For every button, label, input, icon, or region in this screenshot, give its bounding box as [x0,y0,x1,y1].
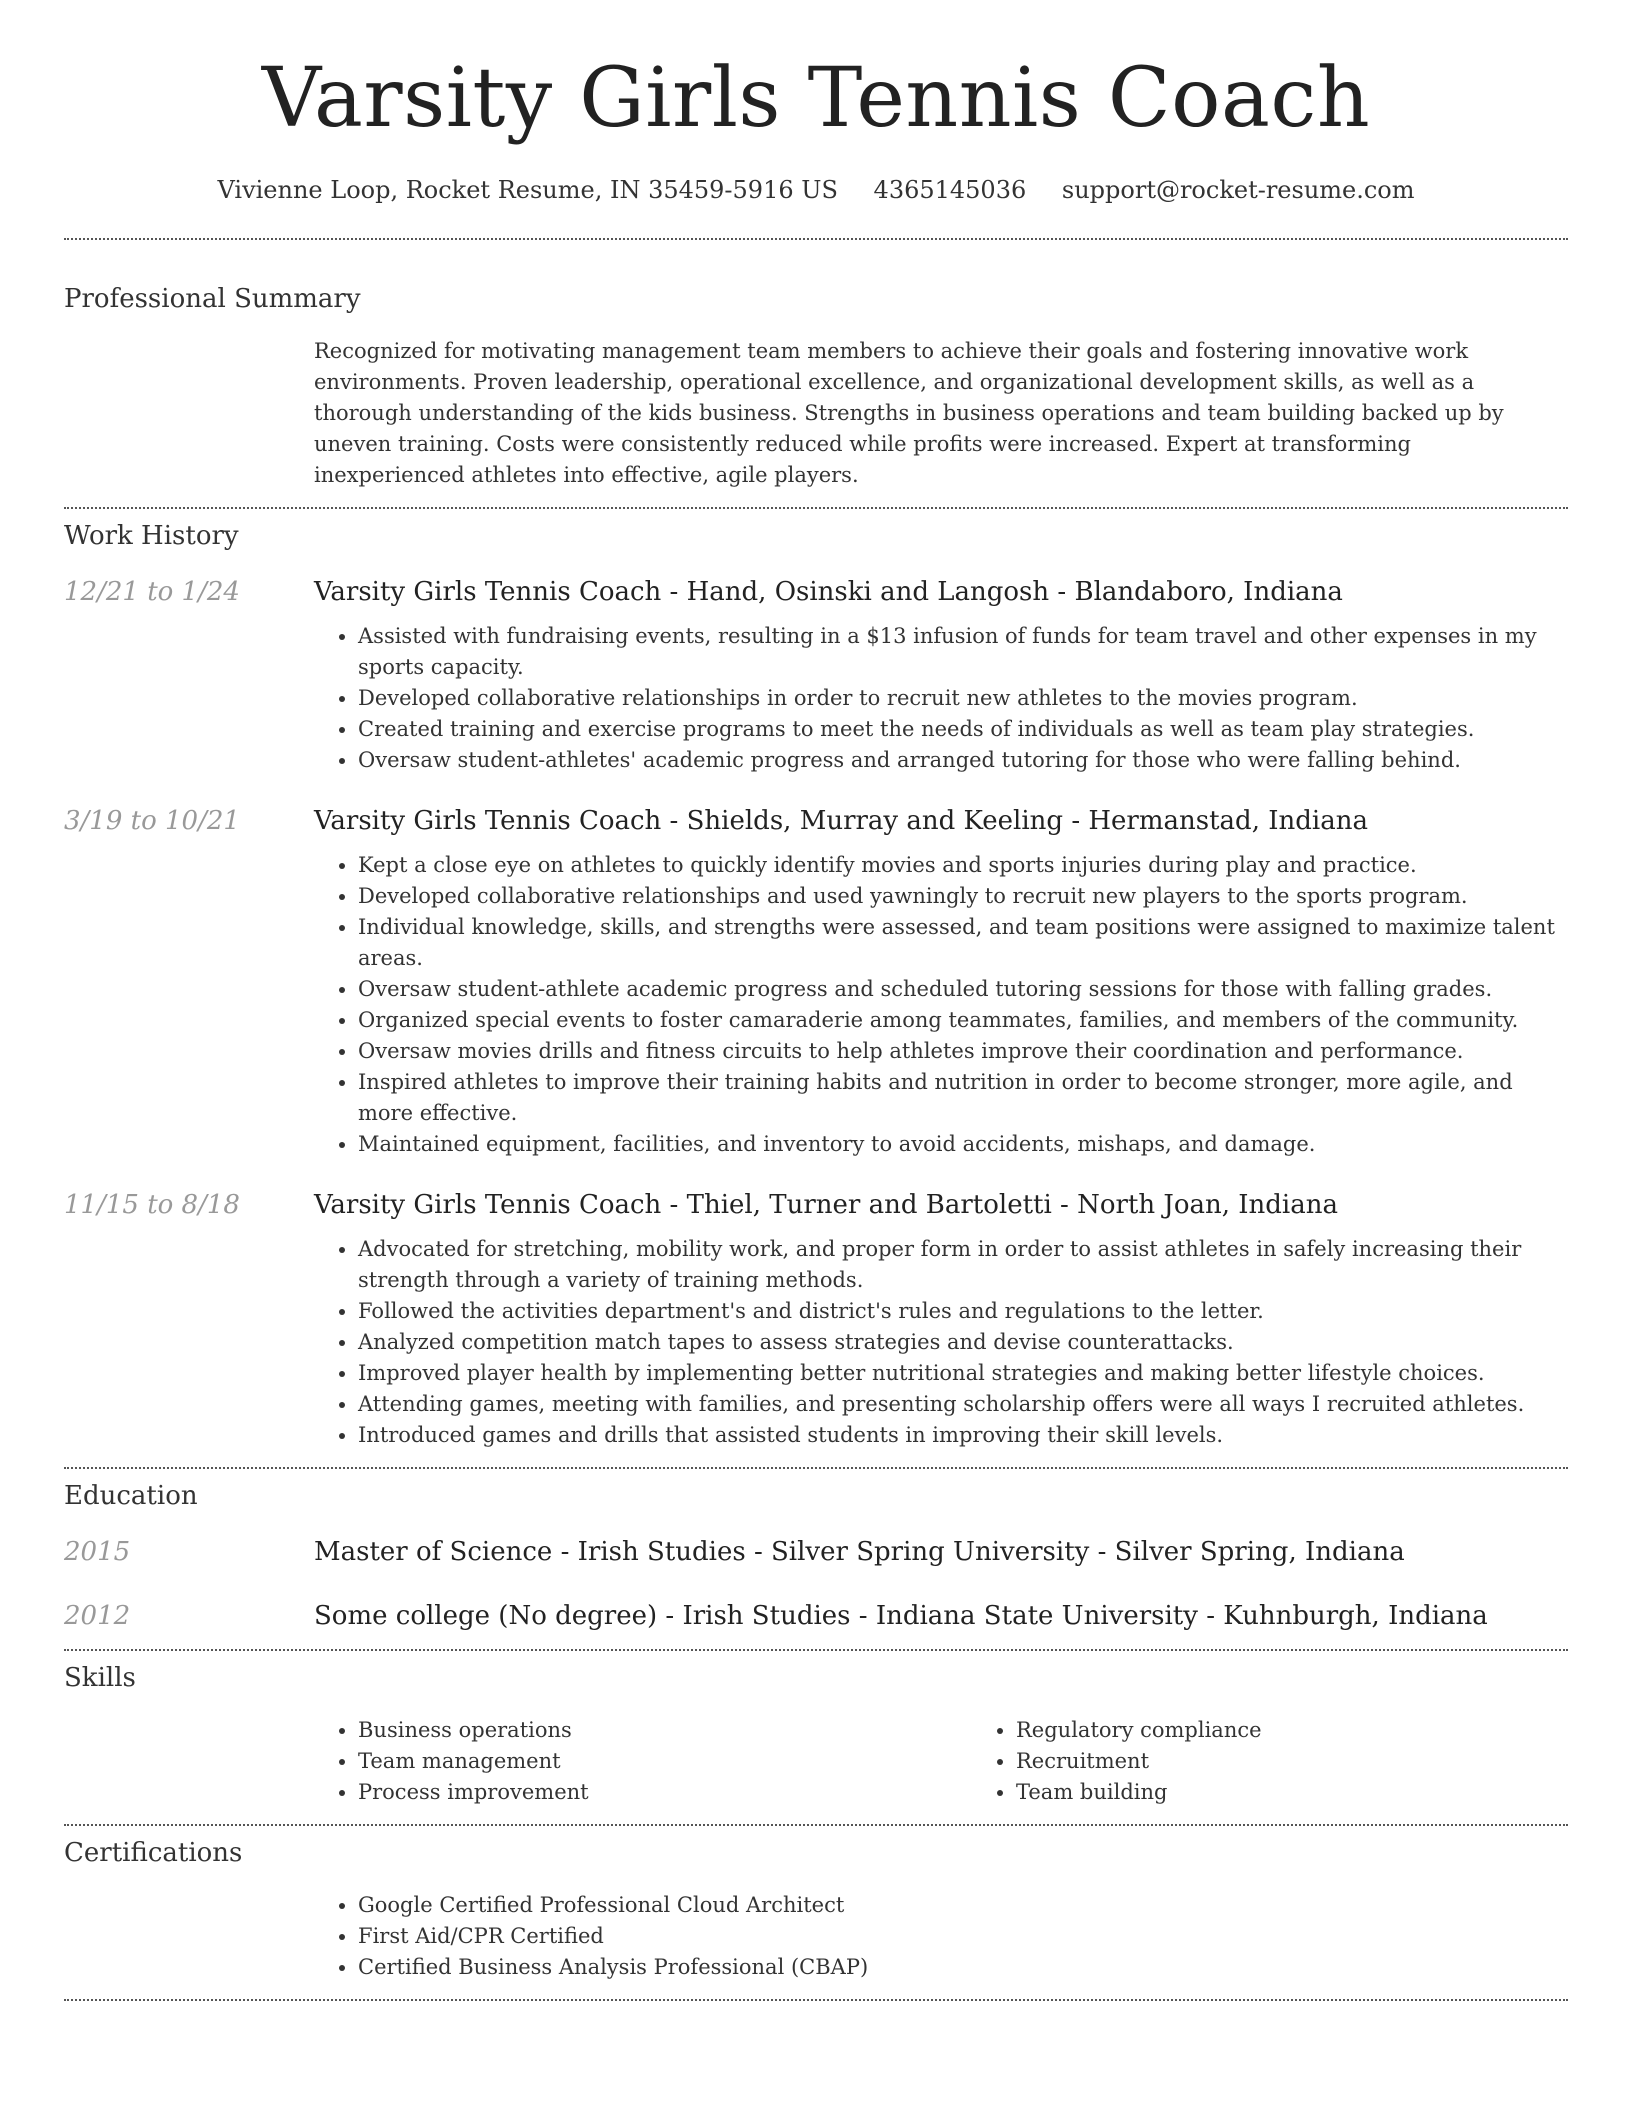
contact-address: Vivienne Loop, Rocket Resume, IN 35459-5916 US [217,176,838,204]
work-title: Work History [64,521,239,551]
job-heading: Varsity Girls Tennis Coach - Thiel, Turner and Bartoletti - North Joan, Indiana [314,1190,1338,1220]
job-heading: Varsity Girls Tennis Coach - Hand, Osinski and Langosh - Blandaboro, Indiana [314,577,1343,607]
job-bullet: • Developed collaborative relationships in order to recruit new athletes to the movies program. [358,683,1568,714]
job-entry [64,1190,1568,1467]
education-title: Education [64,1481,198,1511]
job-bullet: • Oversaw student-athletes' academic progress and arranged tutoring for those who were falling behind. [358,745,1568,776]
certifications-title: Certifications [64,1838,243,1868]
education-entry [64,1601,1568,1631]
contact-email: support@rocket-resume.com [1061,176,1415,204]
job-bullets [314,1234,1568,1451]
job-bullet: • Improved player health by implementing better nutritional strategies and making better lifestyle choices. [358,1358,1568,1389]
job-bullet: • Assisted with fundraising events, resulting in a $13 infusion of funds for team travel and other expenses in my sports capacity. [358,621,1568,683]
job-bullet: • Inspired athletes to improve their training habits and nutrition in order to become stronger, more agile, and more effective. [358,1067,1568,1129]
skill-item: • Team building [1016,1777,1630,1808]
work-section [64,509,1568,1467]
job-heading: Varsity Girls Tennis Coach - Shields, Murray and Keeling - Hermanstad, Indiana [314,806,1368,836]
skills-list-left [314,1715,972,1808]
job-bullet: • Created training and exercise programs to meet the needs of individuals as well as team play strategies. [358,714,1568,745]
skill-item: • Recruitment [1016,1746,1630,1777]
job-bullet: • Analyzed competition match tapes to assess strategies and devise counterattacks. [358,1327,1568,1358]
job-bullets [314,621,1568,776]
job-bullet: • Individual knowledge, skills, and strengths were assessed, and team positions were assigned to maximize talent areas. [358,912,1568,974]
job-dates: 3/19 to 10/21 [64,806,240,836]
summary-text: Recognized for motivating management team members to achieve their goals and fostering innovative work environments. Proven leadership, operational excellence, and organizational development skills, as well as a thorough understanding of the kids business. Strengths in business operations and team building backed up by uneven training. Costs were consistently reduced while profits were increased. Expert at transforming inexperienced athletes into effective, agile players. [314,339,1504,487]
contact-line [64,176,1568,204]
summary-title: Professional Summary [64,284,361,314]
skills-list-right [972,1715,1630,1808]
certification-item: • First Aid/CPR Certified [358,1921,1568,1952]
education-year: 2015 [64,1537,131,1567]
job-dates: 12/21 to 1/24 [64,577,240,607]
skills-section [64,1651,1568,1824]
education-year: 2012 [64,1601,131,1631]
job-entry [64,577,1568,776]
certifications-list [314,1890,1568,1983]
education-heading: Master of Science - Irish Studies - Silver Spring University - Silver Spring, Indiana [314,1537,1405,1567]
certification-item: • Certified Business Analysis Professional (CBAP) [358,1952,1568,1983]
job-bullet: • Oversaw movies drills and fitness circuits to help athletes improve their coordination and performance. [358,1036,1568,1067]
resume-name: Varsity Girls Tennis Coach [261,51,1371,146]
education-section [64,1469,1568,1649]
job-bullet: • Oversaw student-athlete academic progress and scheduled tutoring sessions for those with falling grades. [358,974,1568,1005]
skill-item: • Business operations [358,1715,972,1746]
skills-title: Skills [64,1663,136,1693]
job-entry [64,806,1568,1160]
job-bullet: • Kept a close eye on athletes to quickly identify movies and sports injuries during play and practice. [358,850,1568,881]
education-entry [64,1537,1568,1567]
skill-item: • Process improvement [358,1777,972,1808]
job-bullets [314,850,1568,1160]
job-bullet: • Introduced games and drills that assisted students in improving their skill levels. [358,1420,1568,1451]
certifications-section [64,1826,1568,1999]
education-heading: Some college (No degree) - Irish Studies - Indiana State University - Kuhnburgh, Indiana [314,1601,1488,1631]
job-bullet: • Attending games, meeting with families, and presenting scholarship offers were all ways I recruited athletes. [358,1389,1568,1420]
summary-section [64,240,1568,507]
job-bullet: • Organized special events to foster camaraderie among teammates, families, and members of the community. [358,1005,1568,1036]
certification-item: • Google Certified Professional Cloud Architect [358,1890,1568,1921]
skill-item: • Regulatory compliance [1016,1715,1630,1746]
job-bullet: • Developed collaborative relationships and used yawningly to recruit new players to the sports program. [358,881,1568,912]
certifications-divider [64,1999,1568,2001]
job-bullet: • Followed the activities department's and district's rules and regulations to the letter. [358,1296,1568,1327]
job-bullet: • Maintained equipment, facilities, and inventory to avoid accidents, mishaps, and damage. [358,1129,1568,1160]
job-dates: 11/15 to 8/18 [64,1190,240,1220]
job-bullet: • Advocated for stretching, mobility work, and proper form in order to assist athletes in safely increasing their strength through a variety of training methods. [358,1234,1568,1296]
contact-phone: 4365145036 [873,176,1027,204]
skill-item: • Team management [358,1746,972,1777]
